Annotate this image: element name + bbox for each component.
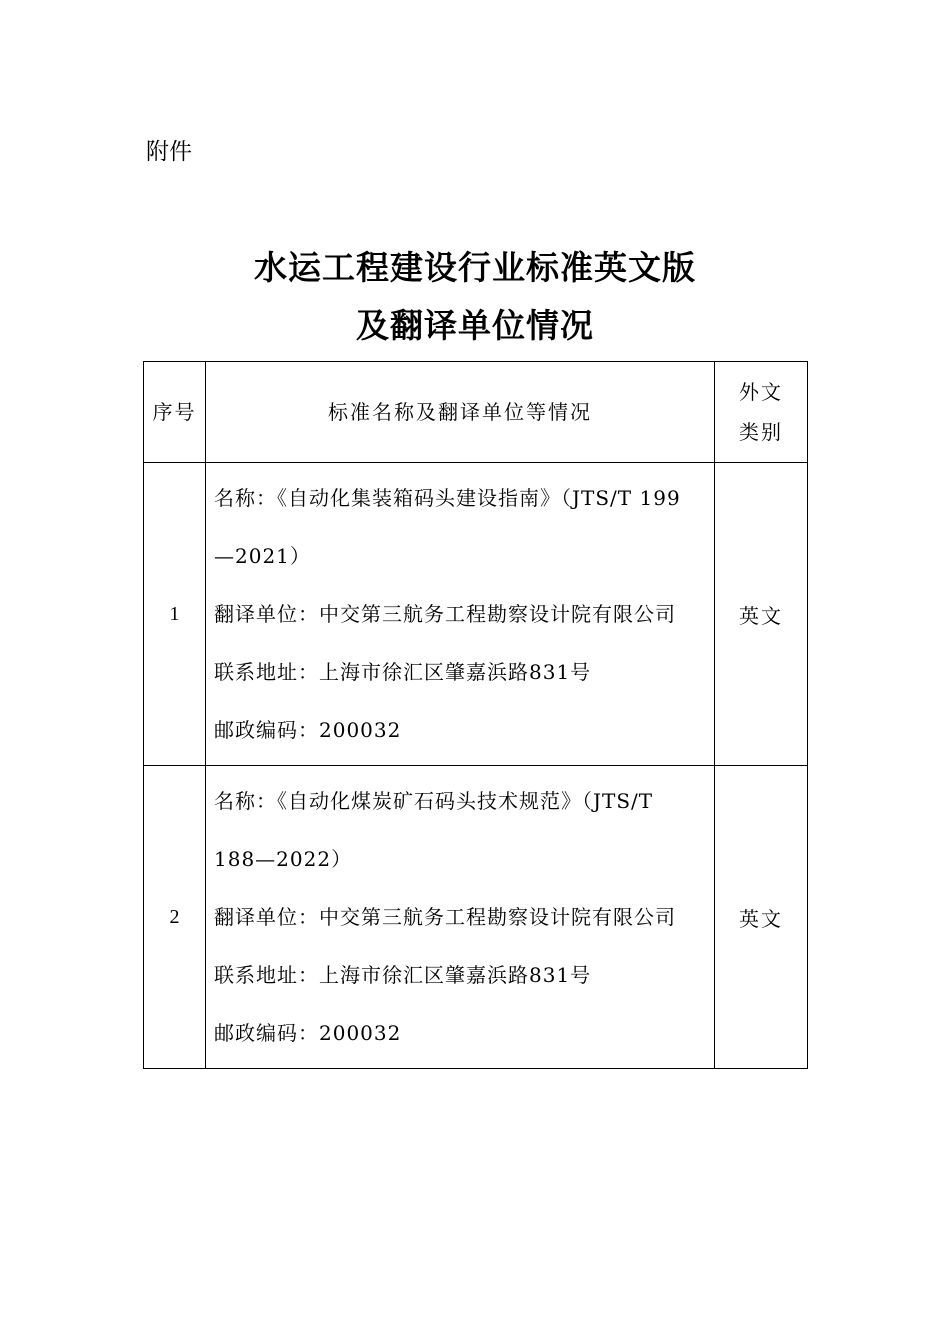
row-language: 英文 — [715, 766, 808, 1069]
header-language-type — [715, 362, 808, 463]
contact-address: 联系地址：上海市徐汇区肇嘉浜路831号 — [214, 963, 592, 987]
standard-name-line-1: 名称：《自动化集装箱码头建设指南》（JTS/T 199 — [214, 486, 681, 510]
attachment-label: 附件 — [146, 139, 192, 165]
standard-name-line-2: —2021） — [214, 544, 311, 568]
row-language: 英文 — [715, 463, 808, 766]
postal-code: 邮政编码：200032 — [214, 718, 402, 742]
header-index: 序号 — [144, 362, 206, 463]
row-index: 1 — [144, 463, 206, 766]
document-title-line-1: 水运工程建设行业标准英文版 — [254, 248, 696, 287]
document-title-line-2: 及翻译单位情况 — [356, 306, 594, 345]
translator-unit: 翻译单位：中交第三航务工程勘察设计院有限公司 — [214, 905, 676, 929]
row-details — [206, 463, 715, 766]
standards-table — [143, 361, 808, 1069]
table-row — [144, 766, 808, 1069]
header-language-line-1: 外文 — [739, 380, 783, 404]
table-row — [144, 463, 808, 766]
translator-unit: 翻译单位：中交第三航务工程勘察设计院有限公司 — [214, 602, 676, 626]
postal-code: 邮政编码：200032 — [214, 1021, 402, 1045]
header-details: 标准名称及翻译单位等情况 — [206, 362, 715, 463]
row-index: 2 — [144, 766, 206, 1069]
row-details — [206, 766, 715, 1069]
standard-name-line-2: 188—2022） — [214, 847, 353, 871]
contact-address: 联系地址：上海市徐汇区肇嘉浜路831号 — [214, 660, 592, 684]
standard-name-line-1: 名称：《自动化煤炭矿石码头技术规范》（JTS/T — [214, 789, 654, 813]
header-language-line-2: 类别 — [739, 420, 783, 444]
table-header-row — [144, 362, 808, 463]
